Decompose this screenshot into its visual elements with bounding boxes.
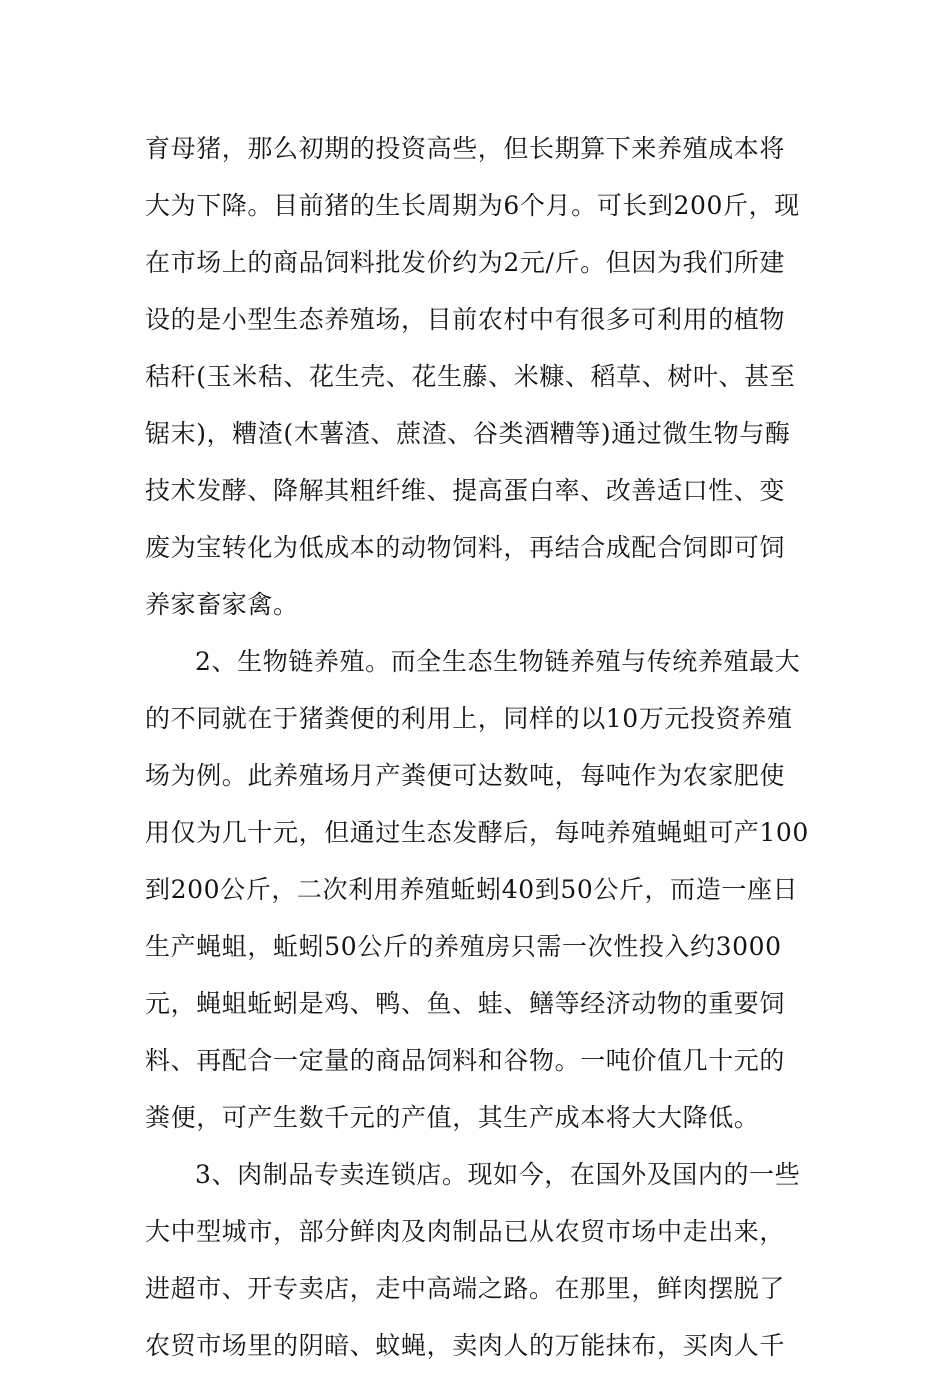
paragraph-start-line: 2、生物链养殖。而全生态生物链养殖与传统养殖最大 [195,647,801,676]
text-line: 大为下降。目前猪的生长周期为6个月。可长到200斤，现 [145,191,800,220]
text-line: 技术发酵、降解其粗纤维、提高蛋白率、改善适口性、变 [145,476,786,505]
text-line: 的不同就在于猪粪便的利用上，同样的以10万元投资养殖 [145,704,793,733]
text-line: 设的是小型生态养殖场，目前农村中有很多可利用的植物 [145,305,786,334]
body-text [145,120,810,1374]
text-line: 元，蝇蛆蚯蚓是鸡、鸭、鱼、蛙、鳝等经济动物的重要饲 [145,989,786,1018]
text-line: 到200公斤，二次利用养殖蚯蚓40到50公斤，而造一座日 [145,875,799,904]
text-line: 场为例。此养殖场月产粪便可达数吨，每吨作为农家肥使 [145,761,786,790]
text-line: 锯末)，糟渣(木薯渣、蔗渣、谷类酒糟等)通过微生物与酶 [145,419,791,448]
text-line: 大中型城市，部分鲜肉及肉制品已从农贸市场中走出来， [145,1217,786,1246]
text-line: 用仅为几十元，但通过生态发酵后，每吨养殖蝇蛆可产100 [145,818,809,847]
paragraph-start-line: 3、肉制品专卖连锁店。现如今，在国外及国内的一些 [195,1160,801,1189]
text-line: 养家畜家禽。 [145,590,299,619]
text-line: 秸秆(玉米秸、花生壳、花生藤、米糠、稻草、树叶、甚至 [145,362,796,391]
text-line: 进超市、开专卖店，走中高端之路。在那里，鲜肉摆脱了 [145,1274,786,1303]
text-line: 料、再配合一定量的商品饲料和谷物。一吨价值几十元的 [145,1046,786,1075]
text-line: 农贸市场里的阴暗、蚊蝇，卖肉人的万能抹布，买肉人千 [145,1331,786,1360]
text-line: 在市场上的商品饲料批发价约为2元/斤。但因为我们所建 [145,248,785,277]
text-line: 废为宝转化为低成本的动物饲料，再结合成配合饲即可饲 [145,533,786,562]
text-line: 生产蝇蛆，蚯蚓50公斤的养殖房只需一次性投入约3000 [145,932,782,961]
text-line: 育母猪，那么初期的投资高些，但长期算下来养殖成本将 [145,134,786,163]
text-line: 粪便，可产生数千元的产值，其生产成本将大大降低。 [145,1103,760,1132]
